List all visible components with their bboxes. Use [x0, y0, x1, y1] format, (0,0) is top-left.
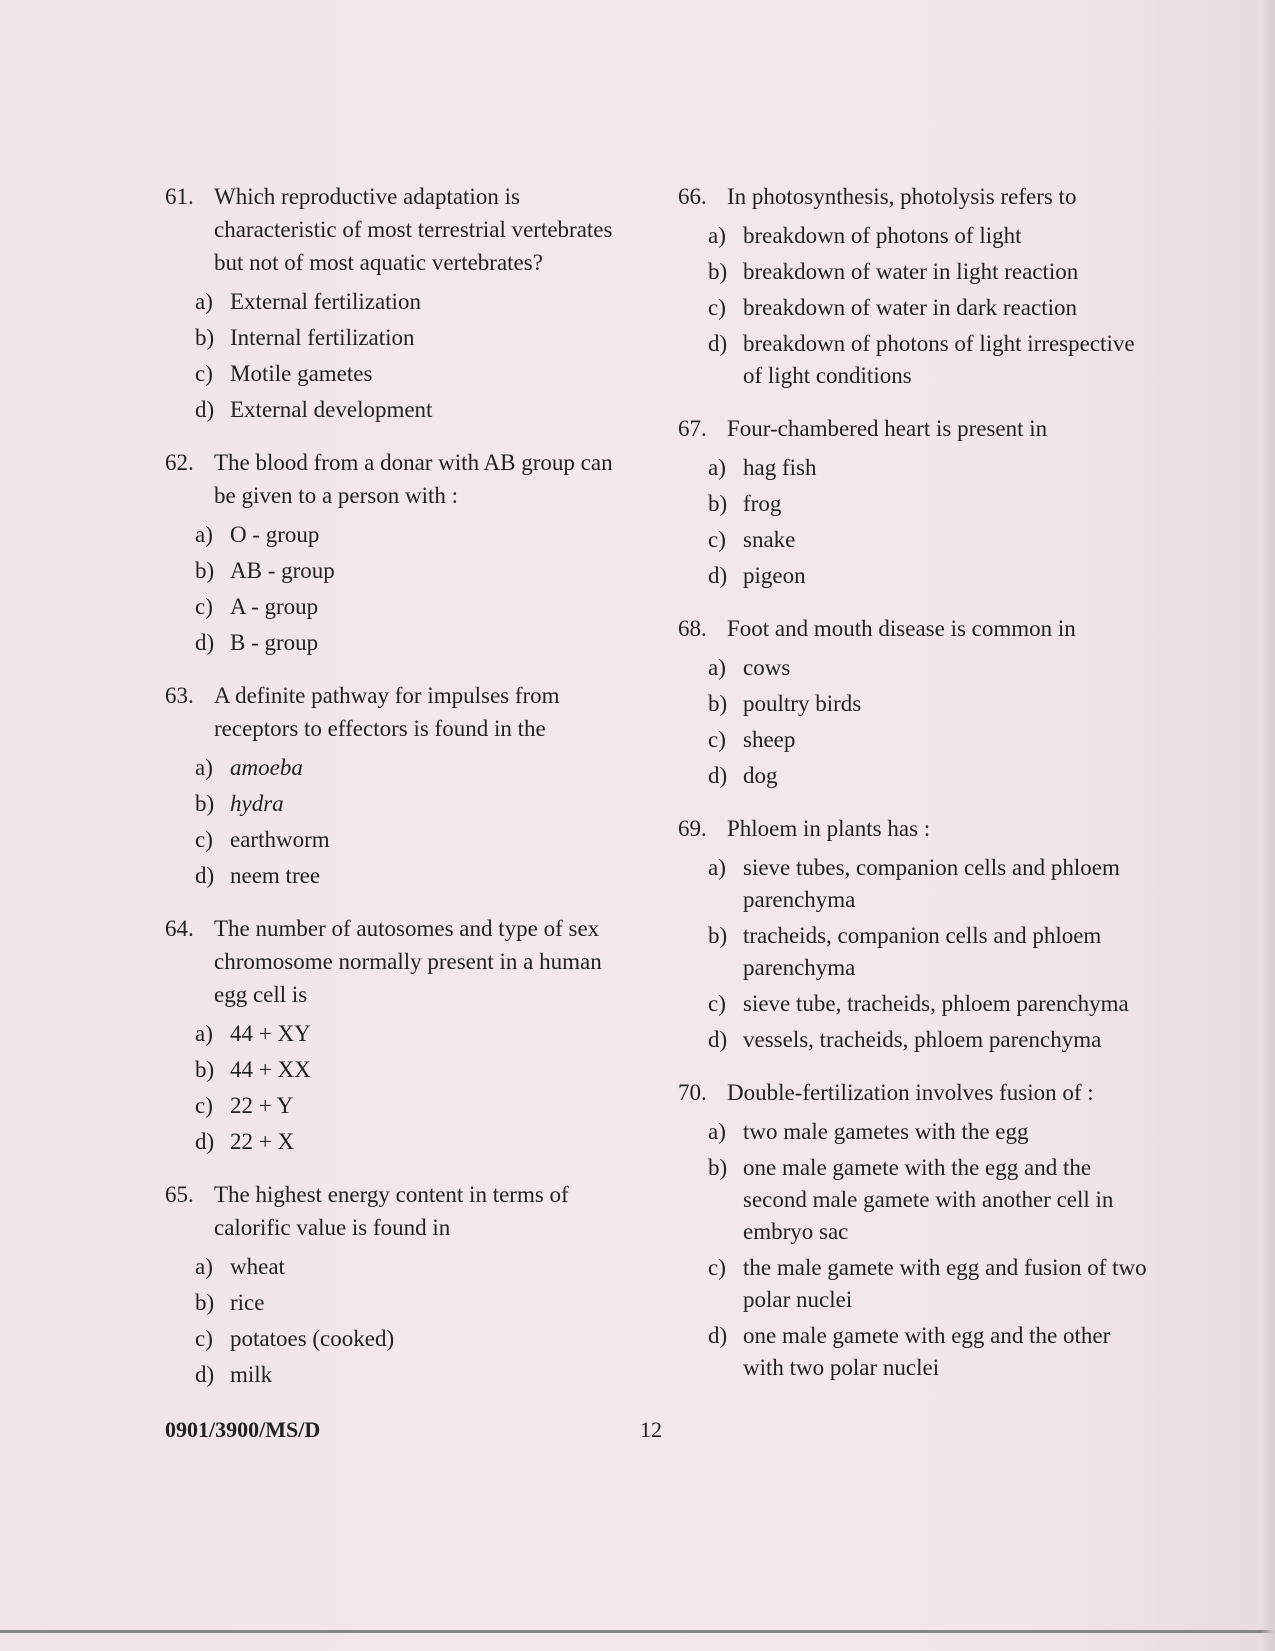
option-list — [678, 1116, 1148, 1384]
option-c — [678, 988, 1148, 1020]
option-letter: d) — [195, 397, 215, 422]
option-c — [678, 524, 1148, 556]
option-text: Motile gametes — [230, 361, 373, 386]
option-text: O - group — [230, 522, 320, 547]
booklet-code: 0901/3900/MS/D — [165, 1417, 321, 1442]
option-letter: b) — [708, 1155, 728, 1180]
option-text: hydra — [230, 791, 284, 816]
option-a — [678, 652, 1148, 684]
option-letter: b) — [708, 259, 728, 284]
option-text: pigeon — [743, 563, 806, 588]
option-d — [165, 860, 635, 892]
option-text: dog — [743, 763, 778, 788]
question-number: 67. — [678, 416, 707, 441]
option-a — [165, 1018, 635, 1050]
option-text: earthworm — [230, 827, 330, 852]
option-letter: a) — [195, 755, 213, 780]
option-d — [678, 1024, 1148, 1056]
question-number: 65. — [165, 1182, 194, 1207]
option-letter: c) — [195, 1093, 213, 1118]
option-d — [165, 394, 635, 426]
option-list — [678, 220, 1148, 392]
question-66 — [678, 180, 1148, 392]
option-b — [678, 256, 1148, 288]
option-text: hag fish — [743, 455, 817, 480]
option-letter: b) — [708, 923, 728, 948]
option-letter: c) — [708, 527, 726, 552]
question-number: 69. — [678, 816, 707, 841]
question-63 — [165, 679, 635, 892]
option-c — [678, 724, 1148, 756]
option-letter: c) — [195, 1326, 213, 1351]
option-text: breakdown of water in light reaction — [743, 259, 1079, 284]
option-list — [165, 286, 635, 426]
option-letter: d) — [195, 1129, 215, 1154]
option-text: one male gamete with the egg and the second male gamete with another cell in embryo sac — [743, 1155, 1114, 1244]
option-letter: d) — [708, 1027, 728, 1052]
question-text: Foot and mouth disease is common in — [727, 616, 1076, 641]
option-a — [165, 286, 635, 318]
option-text: neem tree — [230, 863, 321, 888]
option-letter: a) — [708, 223, 726, 248]
question-text: A definite pathway for impulses from receptors to effectors is found in the — [214, 683, 560, 741]
question-61 — [165, 180, 635, 426]
option-list — [678, 652, 1148, 792]
option-c — [678, 1252, 1148, 1316]
option-letter: c) — [195, 594, 213, 619]
page-number: 12 — [640, 1417, 662, 1442]
option-text: wheat — [230, 1254, 285, 1279]
option-letter: a) — [708, 655, 726, 680]
option-letter: c) — [708, 1255, 726, 1280]
option-letter: d) — [708, 763, 728, 788]
question-67 — [678, 412, 1148, 592]
option-letter: d) — [708, 563, 728, 588]
question-64 — [165, 912, 635, 1158]
option-letter: c) — [708, 991, 726, 1016]
option-b — [678, 488, 1148, 520]
question-text: Which reproductive adaptation is characteristic of most terrestrial vertebrates but not of most aquatic vertebrates? — [214, 184, 613, 275]
question-70 — [678, 1076, 1148, 1384]
option-letter: d) — [195, 630, 215, 655]
option-letter: b) — [708, 491, 728, 516]
option-text: breakdown of photons of light — [743, 223, 1022, 248]
option-text: rice — [230, 1290, 265, 1315]
question-number: 64. — [165, 916, 194, 941]
question-number: 66. — [678, 184, 707, 209]
option-b — [678, 920, 1148, 984]
option-a — [678, 852, 1148, 916]
question-number: 62. — [165, 450, 194, 475]
option-letter: c) — [708, 727, 726, 752]
option-letter: c) — [708, 295, 726, 320]
left-column — [165, 180, 635, 1411]
option-text: 22 + X — [230, 1129, 295, 1154]
option-letter: c) — [195, 361, 213, 386]
option-letter: d) — [708, 331, 728, 356]
option-text: frog — [743, 491, 782, 516]
option-d — [165, 1126, 635, 1158]
option-b — [165, 1287, 635, 1319]
option-a — [165, 519, 635, 551]
option-letter: b) — [708, 691, 728, 716]
option-text: sheep — [743, 727, 796, 752]
option-list — [165, 519, 635, 659]
question-69 — [678, 812, 1148, 1056]
option-letter: b) — [195, 558, 215, 583]
question-text: The highest energy content in terms of calorific value is found in — [214, 1182, 569, 1240]
option-text: breakdown of water in dark reaction — [743, 295, 1077, 320]
question-number: 68. — [678, 616, 707, 641]
option-c — [165, 824, 635, 856]
option-text: poultry birds — [743, 691, 862, 716]
option-letter: a) — [195, 522, 213, 547]
option-d — [678, 1320, 1148, 1384]
option-c — [165, 1090, 635, 1122]
option-letter: b) — [195, 1057, 215, 1082]
option-a — [678, 452, 1148, 484]
option-list — [678, 852, 1148, 1056]
option-text: breakdown of photons of light irrespective of light conditions — [743, 331, 1135, 388]
option-text: 44 + XY — [230, 1021, 311, 1046]
question-62 — [165, 446, 635, 659]
option-text: External fertilization — [230, 289, 421, 314]
question-68 — [678, 612, 1148, 792]
option-text: the male gamete with egg and fusion of two polar nuclei — [743, 1255, 1147, 1312]
option-letter: b) — [195, 791, 215, 816]
option-text: milk — [230, 1362, 273, 1387]
option-text: snake — [743, 527, 796, 552]
option-b — [165, 1054, 635, 1086]
right-column — [678, 180, 1148, 1404]
question-number: 70. — [678, 1080, 707, 1105]
option-letter: c) — [195, 827, 213, 852]
question-text: In photosynthesis, photolysis refers to — [727, 184, 1077, 209]
option-letter: a) — [195, 1021, 213, 1046]
option-b — [678, 1152, 1148, 1248]
question-text: The blood from a donar with AB group can be given to a person with : — [214, 450, 613, 508]
option-a — [678, 220, 1148, 252]
option-a — [678, 1116, 1148, 1148]
option-d — [678, 760, 1148, 792]
option-text: sieve tubes, companion cells and phloem parenchyma — [743, 855, 1120, 912]
option-letter: a) — [195, 1254, 213, 1279]
option-text: External development — [230, 397, 433, 422]
option-d — [165, 1359, 635, 1391]
question-text: Double-fertilization involves fusion of : — [727, 1080, 1094, 1105]
option-letter: a) — [708, 855, 726, 880]
option-list — [678, 452, 1148, 592]
option-letter: d) — [195, 863, 215, 888]
option-c — [165, 358, 635, 390]
option-b — [678, 688, 1148, 720]
option-b — [165, 788, 635, 820]
option-d — [678, 560, 1148, 592]
question-65 — [165, 1178, 635, 1391]
option-a — [165, 752, 635, 784]
option-text: amoeba — [230, 755, 303, 780]
option-list — [165, 752, 635, 892]
option-letter: b) — [195, 1290, 215, 1315]
option-text: 22 + Y — [230, 1093, 294, 1118]
option-d — [678, 328, 1148, 392]
option-text: two male gametes with the egg — [743, 1119, 1029, 1144]
option-d — [165, 627, 635, 659]
question-text: Four-chambered heart is present in — [727, 416, 1048, 441]
question-number: 63. — [165, 683, 194, 708]
option-text: potatoes (cooked) — [230, 1326, 395, 1351]
option-text: cows — [743, 655, 791, 680]
option-letter: a) — [708, 1119, 726, 1144]
option-text: one male gamete with egg and the other with two polar nuclei — [743, 1323, 1111, 1380]
option-text: tracheids, companion cells and phloem parenchyma — [743, 923, 1102, 980]
option-letter: b) — [195, 325, 215, 350]
option-c — [678, 292, 1148, 324]
option-list — [165, 1251, 635, 1391]
option-a — [165, 1251, 635, 1283]
scan-edge-divider — [0, 1630, 1275, 1633]
option-text: A - group — [230, 594, 319, 619]
option-b — [165, 555, 635, 587]
question-text: The number of autosomes and type of sex chromosome normally present in a human egg cell is — [214, 916, 602, 1007]
option-letter: a) — [195, 289, 213, 314]
option-list — [165, 1018, 635, 1158]
option-text: 44 + XX — [230, 1057, 311, 1082]
option-c — [165, 591, 635, 623]
option-text: Internal fertilization — [230, 325, 415, 350]
option-text: B - group — [230, 630, 319, 655]
option-b — [165, 322, 635, 354]
option-text: vessels, tracheids, phloem parenchyma — [743, 1027, 1102, 1052]
option-letter: d) — [195, 1362, 215, 1387]
option-letter: a) — [708, 455, 726, 480]
question-number: 61. — [165, 184, 194, 209]
option-letter: d) — [708, 1323, 728, 1348]
option-text: sieve tube, tracheids, phloem parenchyma — [743, 991, 1129, 1016]
option-c — [165, 1323, 635, 1355]
option-text: AB - group — [230, 558, 335, 583]
question-text: Phloem in plants has : — [727, 816, 931, 841]
